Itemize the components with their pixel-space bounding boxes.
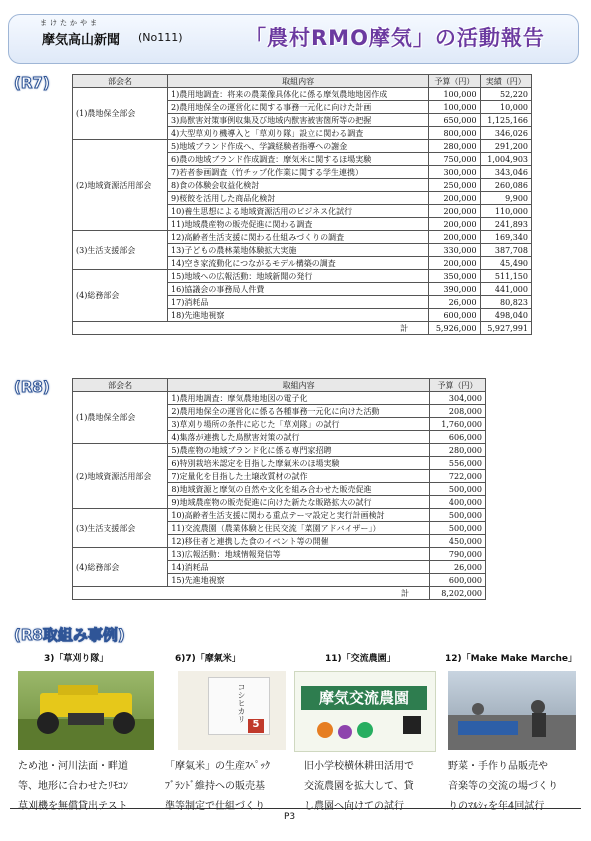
activity-cell: 7)定量化を目指した土壌改質材の試作 <box>168 470 430 483</box>
activity-cell: 2)農用地保全の運営化に関する事務一元化に向けた計画 <box>168 101 429 114</box>
rice-bag-photo <box>178 671 286 750</box>
budget-cell: 200,000 <box>429 192 480 205</box>
activity-cell: 5)地域ブランド作成へ、学識経験者指導への謝金 <box>168 140 429 153</box>
actual-cell: 9,900 <box>480 192 531 205</box>
col-header: 予算（円） <box>430 379 486 392</box>
page-number: P3 <box>284 812 296 822</box>
budget-cell: 390,000 <box>429 283 480 296</box>
budget-cell: 600,000 <box>429 309 480 322</box>
table-row <box>73 548 486 561</box>
budget-cell: 280,000 <box>430 444 486 457</box>
market-photo <box>448 671 576 750</box>
description-line: 草刈機を無償貸出テスト <box>18 801 128 812</box>
activity-cell: 13)広報活動：地域情報発信等 <box>168 548 430 561</box>
activity-cell: 9)桜餃を活用した商品化検討 <box>168 192 429 205</box>
table-row <box>73 444 486 457</box>
budget-cell: 556,000 <box>430 457 486 470</box>
actual-cell: 52,220 <box>480 88 531 101</box>
col-header: 取組内容 <box>168 379 430 392</box>
activity-cell: 3)鳥獣害対策事例収集及び地域内獣害被害箇所等の把握 <box>168 114 429 127</box>
description-line: し農園へ向けての試行 <box>304 801 404 812</box>
actual-cell: 1,004,903 <box>480 153 531 166</box>
activity-cell: 11)地域農産物の販売促進に関わる調査 <box>168 218 429 231</box>
activity-cell: 15)先進地視察 <box>168 574 430 587</box>
col-header: 取組内容 <box>168 75 429 88</box>
description-line: りのﾏﾙｼｪを年4回試行 <box>448 801 545 812</box>
budget-cell: 26,000 <box>430 561 486 574</box>
committee-name: (1)農地保全部会 <box>73 392 168 444</box>
committee-name: (2)地域資源活用部会 <box>73 140 168 231</box>
description-line: 音楽等の交流の場づくり <box>448 781 558 792</box>
activity-cell: 10)高齢者生活支援に関わる重点テーマ設定と実行計画検討 <box>168 509 430 522</box>
budget-cell: 350,000 <box>429 270 480 283</box>
vegetable-illustration <box>295 672 435 751</box>
activity-cell: 14)空き家流動化につながるモデル構築の調査 <box>168 257 429 270</box>
activity-cell: 1)農用地調査：将来の農業像具体化に係る摩気農地地図作成 <box>168 88 429 101</box>
actual-cell: 169,340 <box>480 231 531 244</box>
activity-cell: 12)移住者と連携した食のイベント等の開催 <box>168 535 430 548</box>
table-row <box>73 392 486 405</box>
description-line: 旧小学校横休耕田活用で <box>304 761 414 772</box>
activity-cell: 4)大型草刈り機導入と「草刈り隊」設立に関わる調査 <box>168 127 429 140</box>
activity-cell: 4)集落が連携した鳥獣害対策の試行 <box>168 431 430 444</box>
budget-cell: 450,000 <box>430 535 486 548</box>
activity-cell: 6)特別栽培米認定を目指した摩氣米のほ場実験 <box>168 457 430 470</box>
table-row <box>73 140 532 153</box>
r7-budget-table <box>72 74 532 335</box>
farm-sign-title: 摩気交流農園 <box>301 686 427 710</box>
r8-budget-table <box>72 378 486 600</box>
activity-cell: 12)高齢者生活支援に関わる仕組みづくりの調査 <box>168 231 429 244</box>
example-title: 3)「草刈り隊」 <box>44 654 109 664</box>
paper-name: 摩気高山新聞 <box>42 33 121 48</box>
footer-divider <box>10 808 581 809</box>
budget-cell: 26,000 <box>429 296 480 309</box>
budget-cell: 400,000 <box>430 496 486 509</box>
actual-cell: 441,000 <box>480 283 531 296</box>
committee-name: (2)地域資源活用部会 <box>73 444 168 509</box>
activity-cell: 10)養生思想による地域資源活用のビジネス化試行 <box>168 205 429 218</box>
total-actual: 5,927,991 <box>480 322 531 335</box>
activity-cell: 17)消耗品 <box>168 296 429 309</box>
col-header: 予算（円） <box>429 75 480 88</box>
total-row <box>73 322 532 335</box>
budget-cell: 200,000 <box>429 205 480 218</box>
rice-weight-badge: 5 <box>248 719 264 733</box>
committee-name: (1)農地保全部会 <box>73 88 168 140</box>
total-row <box>73 587 486 600</box>
budget-cell: 722,000 <box>430 470 486 483</box>
description-line: 準等制定で仕組づくり <box>165 801 265 812</box>
budget-cell: 100,000 <box>429 101 480 114</box>
activity-cell: 16)協議会の事務局人件費 <box>168 283 429 296</box>
actual-cell: 498,040 <box>480 309 531 322</box>
budget-cell: 606,000 <box>430 431 486 444</box>
issue-number: (No111) <box>138 31 183 44</box>
activity-cell: 1)農用地調査：摩気農地地図の電子化 <box>168 392 430 405</box>
actual-cell: 346,026 <box>480 127 531 140</box>
budget-cell: 200,000 <box>429 218 480 231</box>
description-line: ため池・河川法面・畔道 <box>18 761 128 772</box>
budget-cell: 250,000 <box>429 179 480 192</box>
budget-cell: 330,000 <box>429 244 480 257</box>
budget-cell: 300,000 <box>429 166 480 179</box>
budget-cell: 750,000 <box>429 153 480 166</box>
section-label-r7: (R7) <box>14 74 50 92</box>
budget-cell: 600,000 <box>430 574 486 587</box>
col-header: 実績（円） <box>480 75 531 88</box>
table-row <box>73 231 532 244</box>
mower-image <box>18 671 154 750</box>
budget-cell: 500,000 <box>430 522 486 535</box>
actual-cell: 110,000 <box>480 205 531 218</box>
budget-cell: 200,000 <box>429 231 480 244</box>
budget-cell: 304,000 <box>430 392 486 405</box>
activity-cell: 7)若者参画調査（竹チップ化作業に関する学生連携） <box>168 166 429 179</box>
budget-cell: 650,000 <box>429 114 480 127</box>
actual-cell: 291,200 <box>480 140 531 153</box>
example-title: 6)7)「摩氣米」 <box>175 654 241 664</box>
rice-bag-label: コシヒカリ <box>237 683 246 723</box>
actual-cell: 387,708 <box>480 244 531 257</box>
actual-cell: 260,086 <box>480 179 531 192</box>
activity-cell: 15)地域への広報活動：地域新聞の発行 <box>168 270 429 283</box>
description-line: 野菜・手作り品販売や <box>448 761 548 772</box>
activity-cell: 2)農用地保全の運営化に係る各種事務一元化に向けた活動 <box>168 405 430 418</box>
section-label-r8: (R8) <box>14 378 50 396</box>
mower-photo <box>18 671 154 750</box>
actual-cell: 1,125,166 <box>480 114 531 127</box>
col-header: 部会名 <box>73 75 168 88</box>
activity-cell: 18)先進地視察 <box>168 309 429 322</box>
budget-cell: 208,000 <box>430 405 486 418</box>
budget-cell: 1,760,000 <box>430 418 486 431</box>
paper-name-ruby: まけたかやま <box>40 19 100 27</box>
description-line: 交流農園を拡大して、貸 <box>304 781 414 792</box>
market-image <box>448 671 576 750</box>
table-row <box>73 509 486 522</box>
budget-cell: 200,000 <box>429 257 480 270</box>
farm-sign-photo <box>294 671 436 752</box>
total-budget: 8,202,000 <box>430 587 486 600</box>
committee-name: (4)総務部会 <box>73 270 168 322</box>
section-label-examples: (R8取組み事例) <box>14 626 125 644</box>
actual-cell: 343,046 <box>480 166 531 179</box>
budget-cell: 280,000 <box>429 140 480 153</box>
budget-cell: 800,000 <box>429 127 480 140</box>
total-label: 計 <box>73 322 429 335</box>
col-header: 部会名 <box>73 379 168 392</box>
budget-cell: 100,000 <box>429 88 480 101</box>
committee-name: (3)生活支援部会 <box>73 231 168 270</box>
description-line: 等、地形に合わせたﾘﾓｺﾝ <box>18 781 128 792</box>
actual-cell: 10,000 <box>480 101 531 114</box>
committee-name: (3)生活支援部会 <box>73 509 168 548</box>
actual-cell: 241,893 <box>480 218 531 231</box>
table-row <box>73 270 532 283</box>
activity-cell: 8)食の体験会収益化検討 <box>168 179 429 192</box>
description-line: ﾌﾞﾗﾝﾄﾞ維持への販売基 <box>165 781 265 792</box>
activity-cell: 3)草刈り場所の条件に応じた「草刈隊」の試行 <box>168 418 430 431</box>
activity-cell: 13)子どもの農林業地体験拡大実施 <box>168 244 429 257</box>
budget-cell: 500,000 <box>430 483 486 496</box>
budget-cell: 790,000 <box>430 548 486 561</box>
page-title: 「農村RMO摩気」の活動報告 <box>245 26 545 50</box>
activity-cell: 8)地域資源と摩気の自然や文化を組み合わせた販売促進 <box>168 483 430 496</box>
total-label: 計 <box>73 587 430 600</box>
activity-cell: 5)農産物の地域ブランド化に係る専門家招聘 <box>168 444 430 457</box>
committee-name: (4)総務部会 <box>73 548 168 587</box>
actual-cell: 511,150 <box>480 270 531 283</box>
example-title: 12)「Make Make Marche」 <box>445 654 577 664</box>
description-line: 「摩氣米」の生産ｽﾍﾟｯｸ <box>165 761 270 772</box>
activity-cell: 9)地域農産物の販売促進に向けた新たな販路拡大の試行 <box>168 496 430 509</box>
example-title: 11)「交流農園」 <box>325 654 396 664</box>
actual-cell: 80,823 <box>480 296 531 309</box>
activity-cell: 14)消耗品 <box>168 561 430 574</box>
activity-cell: 11)交流農園（農業体験と住民交流「菜園アドバイザー」） <box>168 522 430 535</box>
budget-cell: 500,000 <box>430 509 486 522</box>
actual-cell: 45,490 <box>480 257 531 270</box>
total-budget: 5,926,000 <box>429 322 480 335</box>
table-row <box>73 88 532 101</box>
activity-cell: 6)農の地域ブランド作成調査：摩気米に関するほ場実験 <box>168 153 429 166</box>
